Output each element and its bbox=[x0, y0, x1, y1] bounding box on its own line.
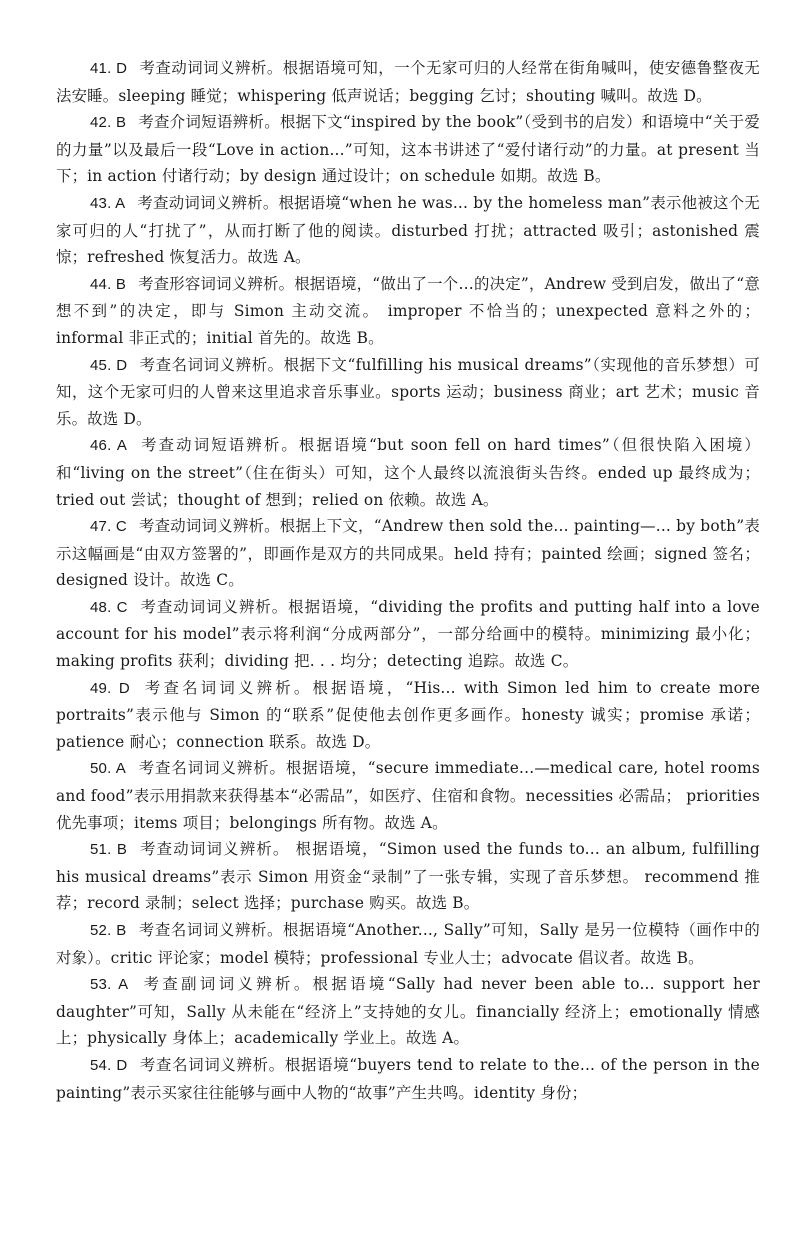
explanation-text: 考查形容词词义辨析。根据语境，“做出了一个…的决定”，Andrew 受到启发，做出了“意想不到”的决定，即与 Simon 主动交流。 improper 不恰当的；unexpected 意料之外的； informal 非正式的；initial 首先的。故选 B。 bbox=[56, 274, 760, 347]
explanation-text: 考查动词短语辨析。根据语境“but soon fell on hard times”（但很快陷入困境）和“living on the street”（住在街头）可知，这个人最终以流浪街头告终。ended up 最终成为；tried out 尝试；thought of 想到；relied on 依赖。故选 A。 bbox=[56, 436, 761, 509]
explanation-50 bbox=[56, 755, 760, 836]
explanation-text: 考查名词词义辨析。根据下文“fulfilling his musical dreams”（实现他的音乐梦想）可知，这个无家可归的人曾来这里追求音乐事业。sports 运动；business 商业；art 艺术；music 音乐。故选 D。 bbox=[56, 355, 760, 428]
explanation-text: 考查名词词义辨析。根据语境“buyers tend to relate to the... of the person in the painting”表示买家往往能够与画中人物的“故事”产生共鸣。identity 身份； bbox=[56, 1055, 760, 1102]
explanation-43 bbox=[56, 190, 760, 271]
answer-number: 54. D bbox=[90, 1056, 128, 1074]
answer-number: 45. D bbox=[90, 356, 128, 374]
explanation-53 bbox=[56, 971, 760, 1052]
explanation-42 bbox=[56, 109, 760, 190]
explanation-text: 考查动词词义辨析。根据语境，“dividing the profits and putting half into a love account for his model”表示将利润“分成两部分”，一部分给画中的模特。minimizing 最小化；making profits 获利；dividing 把. . . 均分；detecting 追踪。故选 C。 bbox=[56, 597, 760, 671]
answer-number: 46. A bbox=[90, 437, 128, 455]
explanation-52 bbox=[56, 917, 760, 971]
explanation-text: 考查动词词义辨析。 根据语境，“Simon used the funds to... an album, fulfilling his musical dreams”表示 Simon 用资金“录制”了一张专辑，实现了音乐梦想。 recommend 推荐；record 录制；select 选择；purchase 购买。故选 B。 bbox=[56, 840, 760, 913]
explanation-48 bbox=[56, 594, 760, 675]
explanation-text: 考查名词词义辨析。根据语境，“His... with Simon led him to create more portraits”表示他与 Simon 的“联系”促使他去创作更多画作。honesty 诚实；promise 承诺；patience 耐心；connection 联系。故选 D。 bbox=[56, 678, 761, 751]
answer-number: 48. C bbox=[90, 598, 128, 616]
explanation-41 bbox=[56, 55, 760, 109]
explanation-44 bbox=[56, 271, 760, 352]
explanation-49 bbox=[56, 675, 760, 756]
explanation-text: 考查动词词义辨析。根据上下文，“Andrew then sold the... painting—... by both”表示这幅画是“由双方签署的”，即画作是双方的共同成果。held 持有；painted 绘画；signed 签名；designed 设计。故选 C。 bbox=[56, 517, 760, 590]
explanation-45 bbox=[56, 352, 760, 433]
explanation-text: 考查名词词义辨析。根据语境“Another..., Sally”可知，Sally 是另一位模特（画作中的对象）。critic 评论家；model 模特；professional 专业人士；advocate 倡议者。故选 B。 bbox=[56, 921, 760, 967]
answer-number: 42. B bbox=[90, 114, 127, 132]
answer-number: 51. B bbox=[90, 841, 128, 859]
answer-number: 44. B bbox=[90, 275, 127, 293]
explanation-54 bbox=[56, 1052, 760, 1106]
explanation-46 bbox=[56, 432, 760, 513]
answer-number: 43. A bbox=[90, 194, 126, 212]
answer-number: 41. D bbox=[90, 60, 128, 77]
explanation-text: 考查副词词义辨析。根据语境“Sally had never been able to... support her daughter”可知，Sally 从未能在“经济上”支持她的女儿。financially 经济上；emotionally 情感上；physically 身体上；academically 学业上。故选 A。 bbox=[56, 975, 760, 1048]
explanation-51 bbox=[56, 836, 760, 917]
answer-number: 50. A bbox=[90, 760, 126, 778]
explanation-47 bbox=[56, 513, 760, 594]
answer-number: 47. C bbox=[90, 518, 127, 536]
explanation-text: 考查介词短语辨析。根据下文“inspired by the book”（受到书的启发）和语境中“关于爱的力量”以及最后一段“Love in action...”可知，这本书讲述了“爱付诸行动”的力量。at present 当下；in action 付诸行动；by design 通过设计；on schedule 如期。故选 B。 bbox=[56, 113, 760, 186]
answer-number: 52. B bbox=[90, 922, 127, 939]
explanation-text: 考查动词词义辨析。根据语境“when he was... by the homeless man”表示他被这个无家可归的人“打扰了”，从而打断了他的阅读。disturbed 打扰；attracted 吸引；astonished 震惊；refreshed 恢复活力。故选 A。 bbox=[56, 193, 761, 267]
answer-number: 53. A bbox=[90, 976, 129, 994]
answer-number: 49. D bbox=[90, 679, 130, 697]
explanation-text: 考查动词词义辨析。根据语境可知，一个无家可归的人经常在街角喊叫，使安德鲁整夜无法安睡。sleeping 睡觉；whispering 低声说话；begging 乞讨；shouting 喊叫。故选 D。 bbox=[56, 59, 760, 105]
explanation-text: 考查名词词义辨析。根据语境，“secure immediate...—medical care, hotel rooms and food”表示用捐款来获得基本“必需品”，如医疗、住宿和食物。necessities 必需品； priorities 优先事项；items 项目；belongings 所有物。故选 A。 bbox=[56, 759, 761, 832]
